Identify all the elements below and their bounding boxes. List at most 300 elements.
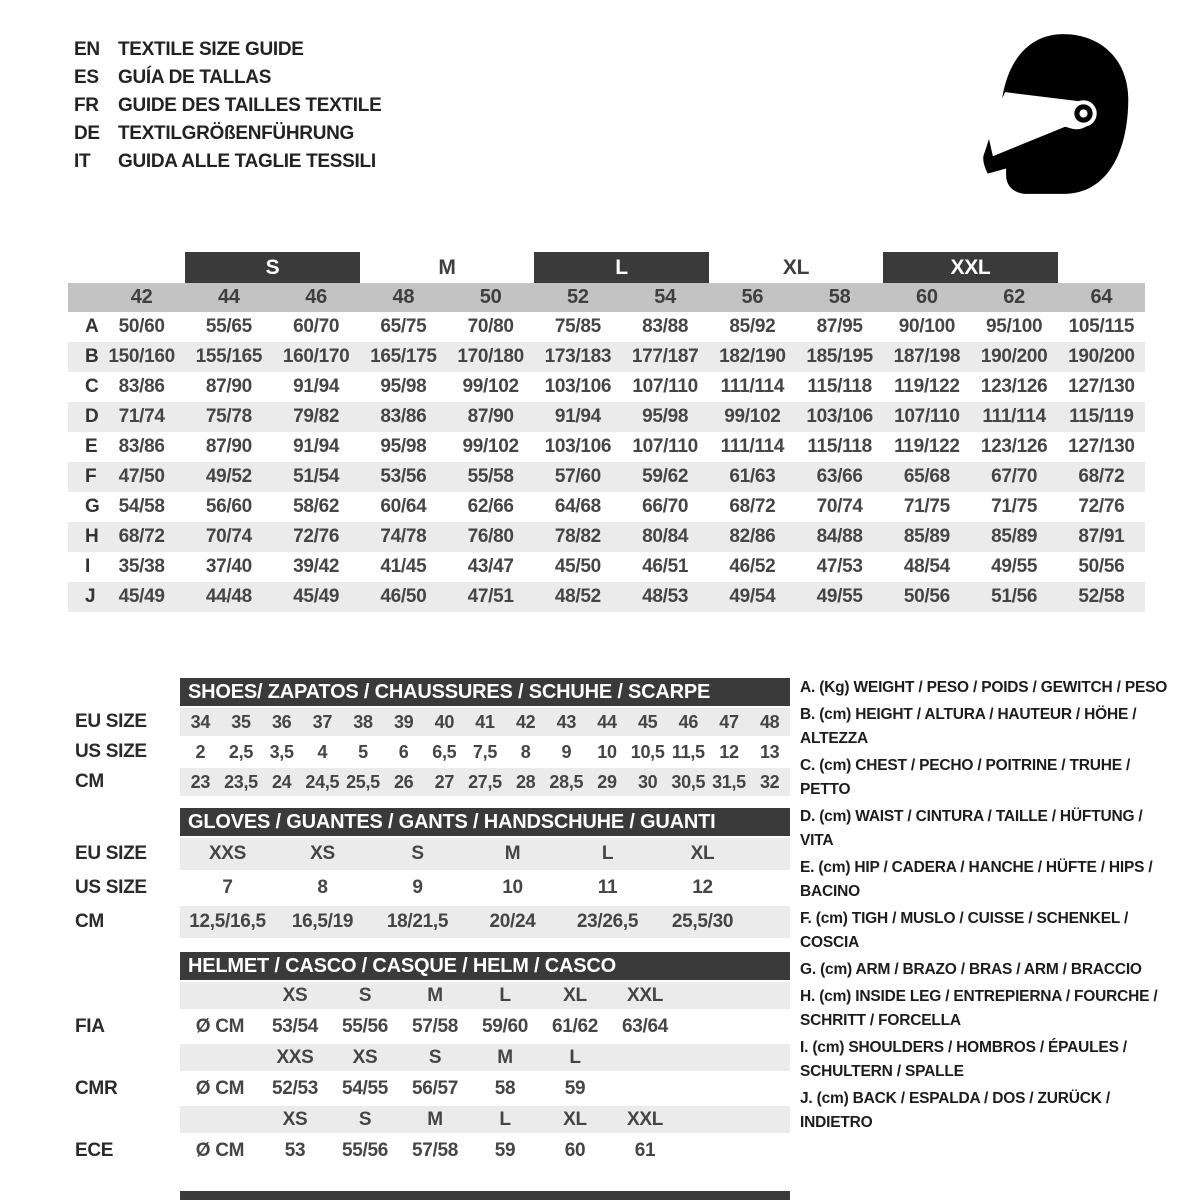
measurement-value: 83/88 bbox=[642, 316, 689, 337]
size-value: 2 bbox=[195, 741, 206, 762]
helmet-size-value: 61/62 bbox=[551, 1015, 599, 1037]
size-value: 35 bbox=[231, 711, 251, 732]
size-value: 6 bbox=[398, 741, 409, 762]
measurement-value: 60/70 bbox=[293, 316, 340, 337]
measurement-value: 187/198 bbox=[893, 346, 961, 367]
measurement-value: 60/64 bbox=[380, 496, 427, 517]
row-label: CM bbox=[75, 911, 104, 932]
size-value: 25,5 bbox=[346, 771, 380, 792]
numeric-size: 50 bbox=[479, 286, 502, 308]
helmet-size-label: XS bbox=[282, 1108, 308, 1130]
measurement-value: 165/175 bbox=[370, 346, 437, 367]
language-title: GUIDA ALLE TAGLIE TESSILI bbox=[118, 151, 376, 172]
measurement-value: 48/54 bbox=[903, 556, 950, 577]
measurement-value: 67/70 bbox=[991, 466, 1038, 487]
row-letter: E bbox=[85, 436, 98, 457]
size-value: 12 bbox=[692, 877, 713, 898]
legend-entry: D. (cm) WAIST / CINTURA / TAILLE / HÜFTUNG / VITA bbox=[800, 808, 1143, 849]
measurement-value: 72/76 bbox=[1078, 496, 1125, 517]
helmet-size-label bbox=[610, 1044, 680, 1071]
helmet-size-label: XS bbox=[352, 1046, 378, 1068]
numeric-size: 44 bbox=[218, 286, 240, 308]
helmet-size-value: 56/57 bbox=[411, 1077, 459, 1099]
size-value: 18/21,5 bbox=[386, 911, 449, 932]
measurement-value: 51/56 bbox=[991, 586, 1038, 607]
shoes-table-header: SHOES/ ZAPATOS / CHAUSSURES / SCHUHE / SCARPE bbox=[180, 678, 790, 706]
unit-label: Ø CM bbox=[195, 1139, 245, 1161]
size-value: 11 bbox=[597, 877, 618, 898]
row-label: EU SIZE bbox=[75, 843, 147, 864]
spacer bbox=[75, 1106, 180, 1133]
measurement-value: 65/68 bbox=[903, 466, 950, 487]
measurement-value: 44/48 bbox=[205, 586, 252, 607]
measurement-value: 50/56 bbox=[903, 586, 950, 607]
helmet-size-value: 57/58 bbox=[411, 1139, 459, 1161]
measurement-value: 177/187 bbox=[631, 346, 699, 367]
measurement-value: 64/68 bbox=[554, 496, 601, 517]
row-label: EU SIZE bbox=[75, 711, 147, 732]
size-value: 47 bbox=[719, 711, 739, 732]
helmet-size-row bbox=[75, 982, 790, 1009]
shoes-table bbox=[75, 708, 790, 796]
spacer bbox=[180, 1106, 260, 1133]
measurement-value: 173/183 bbox=[544, 346, 612, 367]
measurement-value: 85/89 bbox=[903, 526, 950, 547]
numeric-size: 62 bbox=[1003, 286, 1025, 308]
row-values bbox=[180, 982, 790, 1009]
row-letter: D bbox=[85, 406, 99, 427]
size-value: 8 bbox=[520, 741, 531, 762]
size-group-xl: XL bbox=[782, 255, 810, 279]
legend-entry: F. (cm) TIGH / MUSLO / CUISSE / SCHENKEL / COSCIA bbox=[800, 910, 1129, 951]
helmet-size-label: XL bbox=[563, 984, 587, 1006]
helmet-size-value: 59/60 bbox=[481, 1015, 529, 1037]
measurement-value: 123/126 bbox=[980, 376, 1048, 397]
measurement-value: 87/90 bbox=[205, 436, 252, 457]
size-value: 46 bbox=[678, 711, 699, 732]
measurement-value: 155/165 bbox=[195, 346, 263, 367]
size-value: 2,5 bbox=[228, 741, 254, 762]
helmet-size-value: 61 bbox=[634, 1139, 656, 1161]
measurement-value: 83/86 bbox=[118, 376, 165, 397]
size-value: 23/26,5 bbox=[576, 911, 639, 932]
measurement-value: 61/63 bbox=[729, 466, 776, 487]
legend-entry: A. (Kg) WEIGHT / PESO / POIDS / GEWITCH / PESO bbox=[800, 679, 1168, 696]
measurement-value: 107/110 bbox=[894, 406, 960, 427]
measurement-value: 115/118 bbox=[807, 376, 872, 397]
spacer bbox=[180, 982, 260, 1009]
measurement-value: 48/53 bbox=[642, 586, 689, 607]
size-value: 37 bbox=[312, 711, 333, 732]
helmet-table-header: HELMET / CASCO / CASQUE / HELM / CASCO bbox=[180, 952, 790, 980]
size-value: 38 bbox=[353, 711, 373, 732]
measurement-value: 37/40 bbox=[205, 556, 252, 577]
size-value: 12,5/16,5 bbox=[189, 911, 266, 932]
row-letter: J bbox=[85, 586, 96, 607]
measurement-value: 50/56 bbox=[1078, 556, 1125, 577]
measurement-value: 91/94 bbox=[293, 376, 340, 397]
helmet-size-value: 59 bbox=[564, 1077, 586, 1099]
language-code: IT bbox=[74, 151, 91, 172]
size-group-l: L bbox=[534, 252, 709, 283]
measurement-value: 71/75 bbox=[991, 496, 1038, 517]
size-value: 28,5 bbox=[549, 771, 584, 792]
measurement-value: 68/72 bbox=[1078, 466, 1125, 487]
measurement-value: 58/62 bbox=[293, 496, 340, 517]
numeric-size: 58 bbox=[828, 286, 851, 308]
helmet-size-value: 52/53 bbox=[271, 1077, 319, 1099]
helmet-size-value: 59 bbox=[494, 1139, 516, 1161]
measurement-value: 111/114 bbox=[982, 406, 1046, 427]
numeric-size: 52 bbox=[567, 286, 589, 308]
helmet-size-label: M bbox=[427, 984, 443, 1006]
helmet-size-value: 55/56 bbox=[341, 1015, 389, 1037]
measurement-value: 190/200 bbox=[980, 346, 1048, 367]
measurement-value: 70/80 bbox=[467, 316, 514, 337]
language-row bbox=[74, 36, 381, 64]
visor-pivot-center bbox=[1079, 109, 1087, 117]
measurement-value: 48/52 bbox=[554, 586, 601, 607]
measurement-value: 87/95 bbox=[816, 316, 863, 337]
measurement-value: 47/50 bbox=[118, 466, 165, 487]
size-value: 41 bbox=[475, 711, 495, 732]
size-value: 42 bbox=[515, 711, 536, 732]
measurement-value: 56/60 bbox=[205, 496, 252, 517]
standard-label-fia: FIA bbox=[75, 1015, 105, 1037]
legend-entry: H. (cm) INSIDE LEG / ENTREPIERNA / FOURCHE / SCHRITT / FORCELLA bbox=[800, 988, 1158, 1029]
helmet-size-value: 54/55 bbox=[341, 1077, 389, 1099]
helmet-size-label: M bbox=[427, 1108, 443, 1130]
measurement-value: 49/52 bbox=[205, 466, 252, 487]
measurement-value: 90/100 bbox=[898, 316, 956, 337]
size-value: 25,5/30 bbox=[671, 911, 734, 932]
size-value: 5 bbox=[358, 741, 368, 762]
numeric-size: 48 bbox=[392, 286, 415, 308]
measurement-value: 91/94 bbox=[554, 406, 601, 427]
language-row bbox=[74, 64, 381, 92]
measurement-value: 83/86 bbox=[380, 406, 427, 427]
measurement-value: 115/119 bbox=[1069, 406, 1134, 427]
measurement-value: 87/91 bbox=[1078, 526, 1125, 547]
size-value: 16,5/19 bbox=[291, 911, 354, 932]
helmet-size-value: 57/58 bbox=[411, 1015, 459, 1037]
measurement-value: 55/65 bbox=[205, 316, 252, 337]
row-label: US SIZE bbox=[75, 741, 147, 762]
unit-label: Ø CM bbox=[195, 1077, 245, 1099]
measurement-value: 119/122 bbox=[894, 436, 960, 457]
numeric-size: 64 bbox=[1090, 286, 1113, 308]
measurement-value: 107/110 bbox=[632, 436, 698, 457]
racing-helmet-icon bbox=[975, 30, 1137, 198]
helmet-size-label: S bbox=[428, 1046, 442, 1068]
size-value: 30 bbox=[637, 771, 658, 792]
size-value: 9 bbox=[561, 741, 572, 762]
language-title: GUÍA DE TALLAS bbox=[118, 67, 272, 88]
measurement-value: 99/102 bbox=[724, 406, 781, 427]
row-label: US SIZE bbox=[75, 877, 147, 898]
helmet-size-value: 53 bbox=[284, 1139, 306, 1161]
language-title: TEXTILE SIZE GUIDE bbox=[118, 39, 304, 60]
measurement-value: 80/84 bbox=[642, 526, 689, 547]
measurement-value: 39/42 bbox=[293, 556, 340, 577]
helmet-size-label: L bbox=[499, 984, 511, 1006]
measurement-value: 72/76 bbox=[293, 526, 340, 547]
size-value: XXS bbox=[208, 843, 247, 864]
spacer bbox=[75, 982, 180, 1009]
helmet-size-value: 58 bbox=[494, 1077, 516, 1099]
helmet-size-label: XS bbox=[282, 984, 308, 1006]
row-values bbox=[180, 1073, 790, 1104]
measurement-value: 190/200 bbox=[1068, 346, 1135, 367]
language-title: GUIDE DES TAILLES TEXTILE bbox=[118, 95, 382, 116]
measurement-value: 185/195 bbox=[806, 346, 873, 367]
measurement-row bbox=[68, 462, 1145, 492]
measurement-value: 53/56 bbox=[380, 466, 427, 487]
measurement-value: 47/51 bbox=[467, 586, 514, 607]
measurement-value: 45/50 bbox=[554, 556, 601, 577]
size-value: 13 bbox=[759, 741, 780, 762]
measurement-row bbox=[68, 522, 1145, 552]
size-value: 44 bbox=[597, 711, 617, 732]
measurement-value: 70/74 bbox=[205, 526, 252, 547]
helmet-size-row bbox=[75, 1106, 790, 1133]
spacer bbox=[68, 252, 185, 283]
row-values bbox=[180, 1106, 790, 1133]
language-code: DE bbox=[74, 123, 100, 144]
size-value: 34 bbox=[190, 711, 211, 732]
helmet-size-value: 53/54 bbox=[271, 1015, 319, 1037]
size-value: 23,5 bbox=[224, 771, 258, 792]
row-values bbox=[180, 1044, 790, 1071]
measurement-value: 75/78 bbox=[205, 406, 252, 427]
lower-tables bbox=[75, 678, 790, 1166]
measurement-value: 85/89 bbox=[991, 526, 1038, 547]
measurement-value: 123/126 bbox=[980, 436, 1048, 457]
size-value: 29 bbox=[597, 771, 617, 792]
size-row bbox=[75, 906, 790, 938]
size-value: 6,5 bbox=[432, 741, 457, 762]
size-value: S bbox=[411, 843, 424, 864]
measurement-value: 85/92 bbox=[729, 316, 776, 337]
size-value: XL bbox=[690, 843, 715, 864]
size-value: 31,5 bbox=[712, 771, 746, 792]
measurement-row bbox=[68, 492, 1145, 522]
language-code: FR bbox=[74, 95, 99, 116]
measurement-value: 35/38 bbox=[118, 556, 165, 577]
measurement-value: 41/45 bbox=[380, 556, 427, 577]
helmet-size-label: L bbox=[499, 1108, 511, 1130]
row-values bbox=[180, 738, 790, 766]
helmet-size-label: L bbox=[569, 1046, 581, 1068]
size-group-s: S bbox=[185, 252, 360, 283]
spacer bbox=[68, 283, 98, 312]
size-row bbox=[75, 768, 790, 796]
measurement-value: 54/58 bbox=[118, 496, 165, 517]
size-value: 27,5 bbox=[468, 771, 502, 792]
measurement-value: 71/74 bbox=[118, 406, 165, 427]
legend-entry: J. (cm) BACK / ESPALDA / DOS / ZURÜCK / INDIETRO bbox=[800, 1090, 1110, 1131]
language-code: EN bbox=[74, 39, 100, 60]
measurement-value: 95/98 bbox=[380, 436, 427, 457]
cropped-bottom-bar bbox=[180, 1191, 790, 1200]
helmet-size-label: XXS bbox=[276, 1046, 314, 1068]
helmet-size-label: M bbox=[497, 1046, 513, 1068]
numeric-size: 60 bbox=[916, 286, 938, 308]
size-value: 24 bbox=[271, 771, 292, 792]
row-values bbox=[180, 768, 790, 796]
measurement-value: 68/72 bbox=[118, 526, 165, 547]
measurement-value: 87/90 bbox=[205, 376, 252, 397]
measurement-value: 74/78 bbox=[380, 526, 427, 547]
language-title-list bbox=[74, 36, 381, 176]
legend-entry: B. (cm) HEIGHT / ALTURA / HAUTEUR / HÖHE / ALTEZZA bbox=[800, 706, 1137, 747]
row-values bbox=[180, 872, 790, 904]
unit-label: Ø CM bbox=[195, 1015, 245, 1037]
measurement-row bbox=[68, 402, 1145, 432]
measurement-value: 71/75 bbox=[903, 496, 950, 517]
size-value: 12 bbox=[719, 741, 739, 762]
helmet-table bbox=[75, 982, 790, 1166]
measurement-value: 91/94 bbox=[293, 436, 340, 457]
standard-label-cmr: CMR bbox=[75, 1077, 118, 1099]
helmet-size-label: XXL bbox=[626, 984, 664, 1006]
measurement-value: 105/115 bbox=[1068, 316, 1135, 337]
size-value: 4 bbox=[317, 741, 328, 762]
legend-entry: G. (cm) ARM / BRAZO / BRAS / ARM / BRACCIO bbox=[800, 961, 1142, 978]
size-value: 11,5 bbox=[671, 741, 705, 762]
size-value: 26 bbox=[393, 771, 414, 792]
measurement-value: 62/66 bbox=[467, 496, 514, 517]
measurement-value: 63/66 bbox=[816, 466, 863, 487]
measurement-value: 107/110 bbox=[632, 376, 698, 397]
measurement-value: 55/58 bbox=[467, 466, 514, 487]
size-value: 28 bbox=[515, 771, 536, 792]
size-value: 40 bbox=[434, 711, 455, 732]
size-value: 8 bbox=[317, 877, 328, 898]
measurement-value: 47/53 bbox=[816, 556, 863, 577]
size-value: 9 bbox=[412, 877, 423, 898]
measurement-value: 82/86 bbox=[729, 526, 776, 547]
measurement-value: 52/58 bbox=[1078, 586, 1125, 607]
measurement-value: 46/51 bbox=[642, 556, 689, 577]
size-value: 45 bbox=[637, 711, 658, 732]
size-value: 3,5 bbox=[269, 741, 294, 762]
numeric-size: 46 bbox=[305, 286, 327, 308]
measurement-row bbox=[68, 582, 1145, 612]
row-values bbox=[180, 708, 790, 736]
helmet-size-label: S bbox=[358, 984, 372, 1006]
row-label: CM bbox=[75, 771, 104, 792]
size-group-m: M bbox=[438, 255, 456, 279]
numeric-size: 56 bbox=[741, 286, 764, 308]
row-values bbox=[180, 906, 790, 938]
measurement-legend bbox=[800, 676, 1168, 1138]
measurement-value: 95/100 bbox=[985, 316, 1043, 337]
numeric-size: 42 bbox=[130, 286, 153, 308]
helmet-value-row bbox=[75, 1073, 790, 1104]
measurement-value: 51/54 bbox=[293, 466, 340, 487]
measurement-value: 68/72 bbox=[729, 496, 776, 517]
size-row bbox=[75, 872, 790, 904]
measurement-value: 119/122 bbox=[894, 376, 960, 397]
size-value: 7 bbox=[222, 877, 233, 898]
row-values bbox=[180, 838, 790, 870]
measurement-row bbox=[68, 342, 1145, 372]
row-letter: F bbox=[85, 466, 97, 487]
row-values bbox=[180, 1011, 790, 1042]
measurement-value: 70/74 bbox=[816, 496, 863, 517]
language-row bbox=[74, 92, 381, 120]
language-title: TEXTILGRÖßENFÜHRUNG bbox=[118, 123, 355, 144]
size-group-row bbox=[68, 252, 1145, 283]
language-code: ES bbox=[74, 67, 99, 88]
spacer bbox=[180, 1044, 260, 1071]
measurement-value: 150/160 bbox=[108, 346, 175, 367]
helmet-size-value: 60 bbox=[564, 1139, 586, 1161]
measurement-value: 127/130 bbox=[1068, 376, 1135, 397]
helmet-size-row bbox=[75, 1044, 790, 1071]
measurement-value: 83/86 bbox=[118, 436, 165, 457]
language-row bbox=[74, 120, 381, 148]
measurement-value: 49/55 bbox=[991, 556, 1038, 577]
measurement-value: 170/180 bbox=[457, 346, 524, 367]
measurement-row bbox=[68, 432, 1145, 462]
helmet-size-label: S bbox=[358, 1108, 372, 1130]
measurement-value: 78/82 bbox=[554, 526, 601, 547]
measurement-value: 99/102 bbox=[462, 376, 519, 397]
measurement-value: 182/190 bbox=[719, 346, 786, 367]
size-value: 20/24 bbox=[489, 911, 536, 932]
row-values bbox=[180, 1135, 790, 1166]
spacer bbox=[1058, 252, 1145, 283]
size-value: 43 bbox=[556, 711, 577, 732]
measurement-value: 99/102 bbox=[462, 436, 519, 457]
size-value: 24,5 bbox=[305, 771, 340, 792]
size-value: 39 bbox=[393, 711, 414, 732]
size-row bbox=[75, 738, 790, 766]
measurement-value: 79/82 bbox=[293, 406, 340, 427]
size-value: 32 bbox=[759, 771, 780, 792]
measurement-value: 87/90 bbox=[467, 406, 514, 427]
measurement-value: 46/50 bbox=[380, 586, 427, 607]
size-row bbox=[75, 708, 790, 736]
measurement-value: 46/52 bbox=[729, 556, 776, 577]
measurement-value: 111/114 bbox=[720, 436, 785, 457]
measurement-value: 57/60 bbox=[554, 466, 601, 487]
standard-label-ece: ECE bbox=[75, 1139, 114, 1161]
row-letter: B bbox=[85, 346, 99, 367]
size-value: L bbox=[601, 843, 614, 864]
helmet-value-row bbox=[75, 1135, 790, 1166]
numeric-size: 54 bbox=[654, 286, 676, 308]
size-value: 30,5 bbox=[671, 771, 706, 792]
measurement-value: 45/49 bbox=[293, 586, 340, 607]
helmet-value-row bbox=[75, 1011, 790, 1042]
measurement-value: 95/98 bbox=[380, 376, 427, 397]
measurement-row bbox=[68, 312, 1145, 342]
size-value: 10,5 bbox=[630, 741, 665, 762]
size-value: M bbox=[504, 843, 521, 864]
row-letter: H bbox=[85, 526, 99, 547]
row-letter: C bbox=[85, 376, 99, 397]
size-value: 10 bbox=[502, 877, 523, 898]
measurement-value: 75/85 bbox=[554, 316, 601, 337]
measurement-value: 127/130 bbox=[1068, 436, 1135, 457]
helmet-size-value bbox=[610, 1073, 680, 1104]
measurement-value: 50/60 bbox=[118, 316, 165, 337]
measurement-value: 103/106 bbox=[544, 436, 612, 457]
gloves-table bbox=[75, 838, 790, 938]
